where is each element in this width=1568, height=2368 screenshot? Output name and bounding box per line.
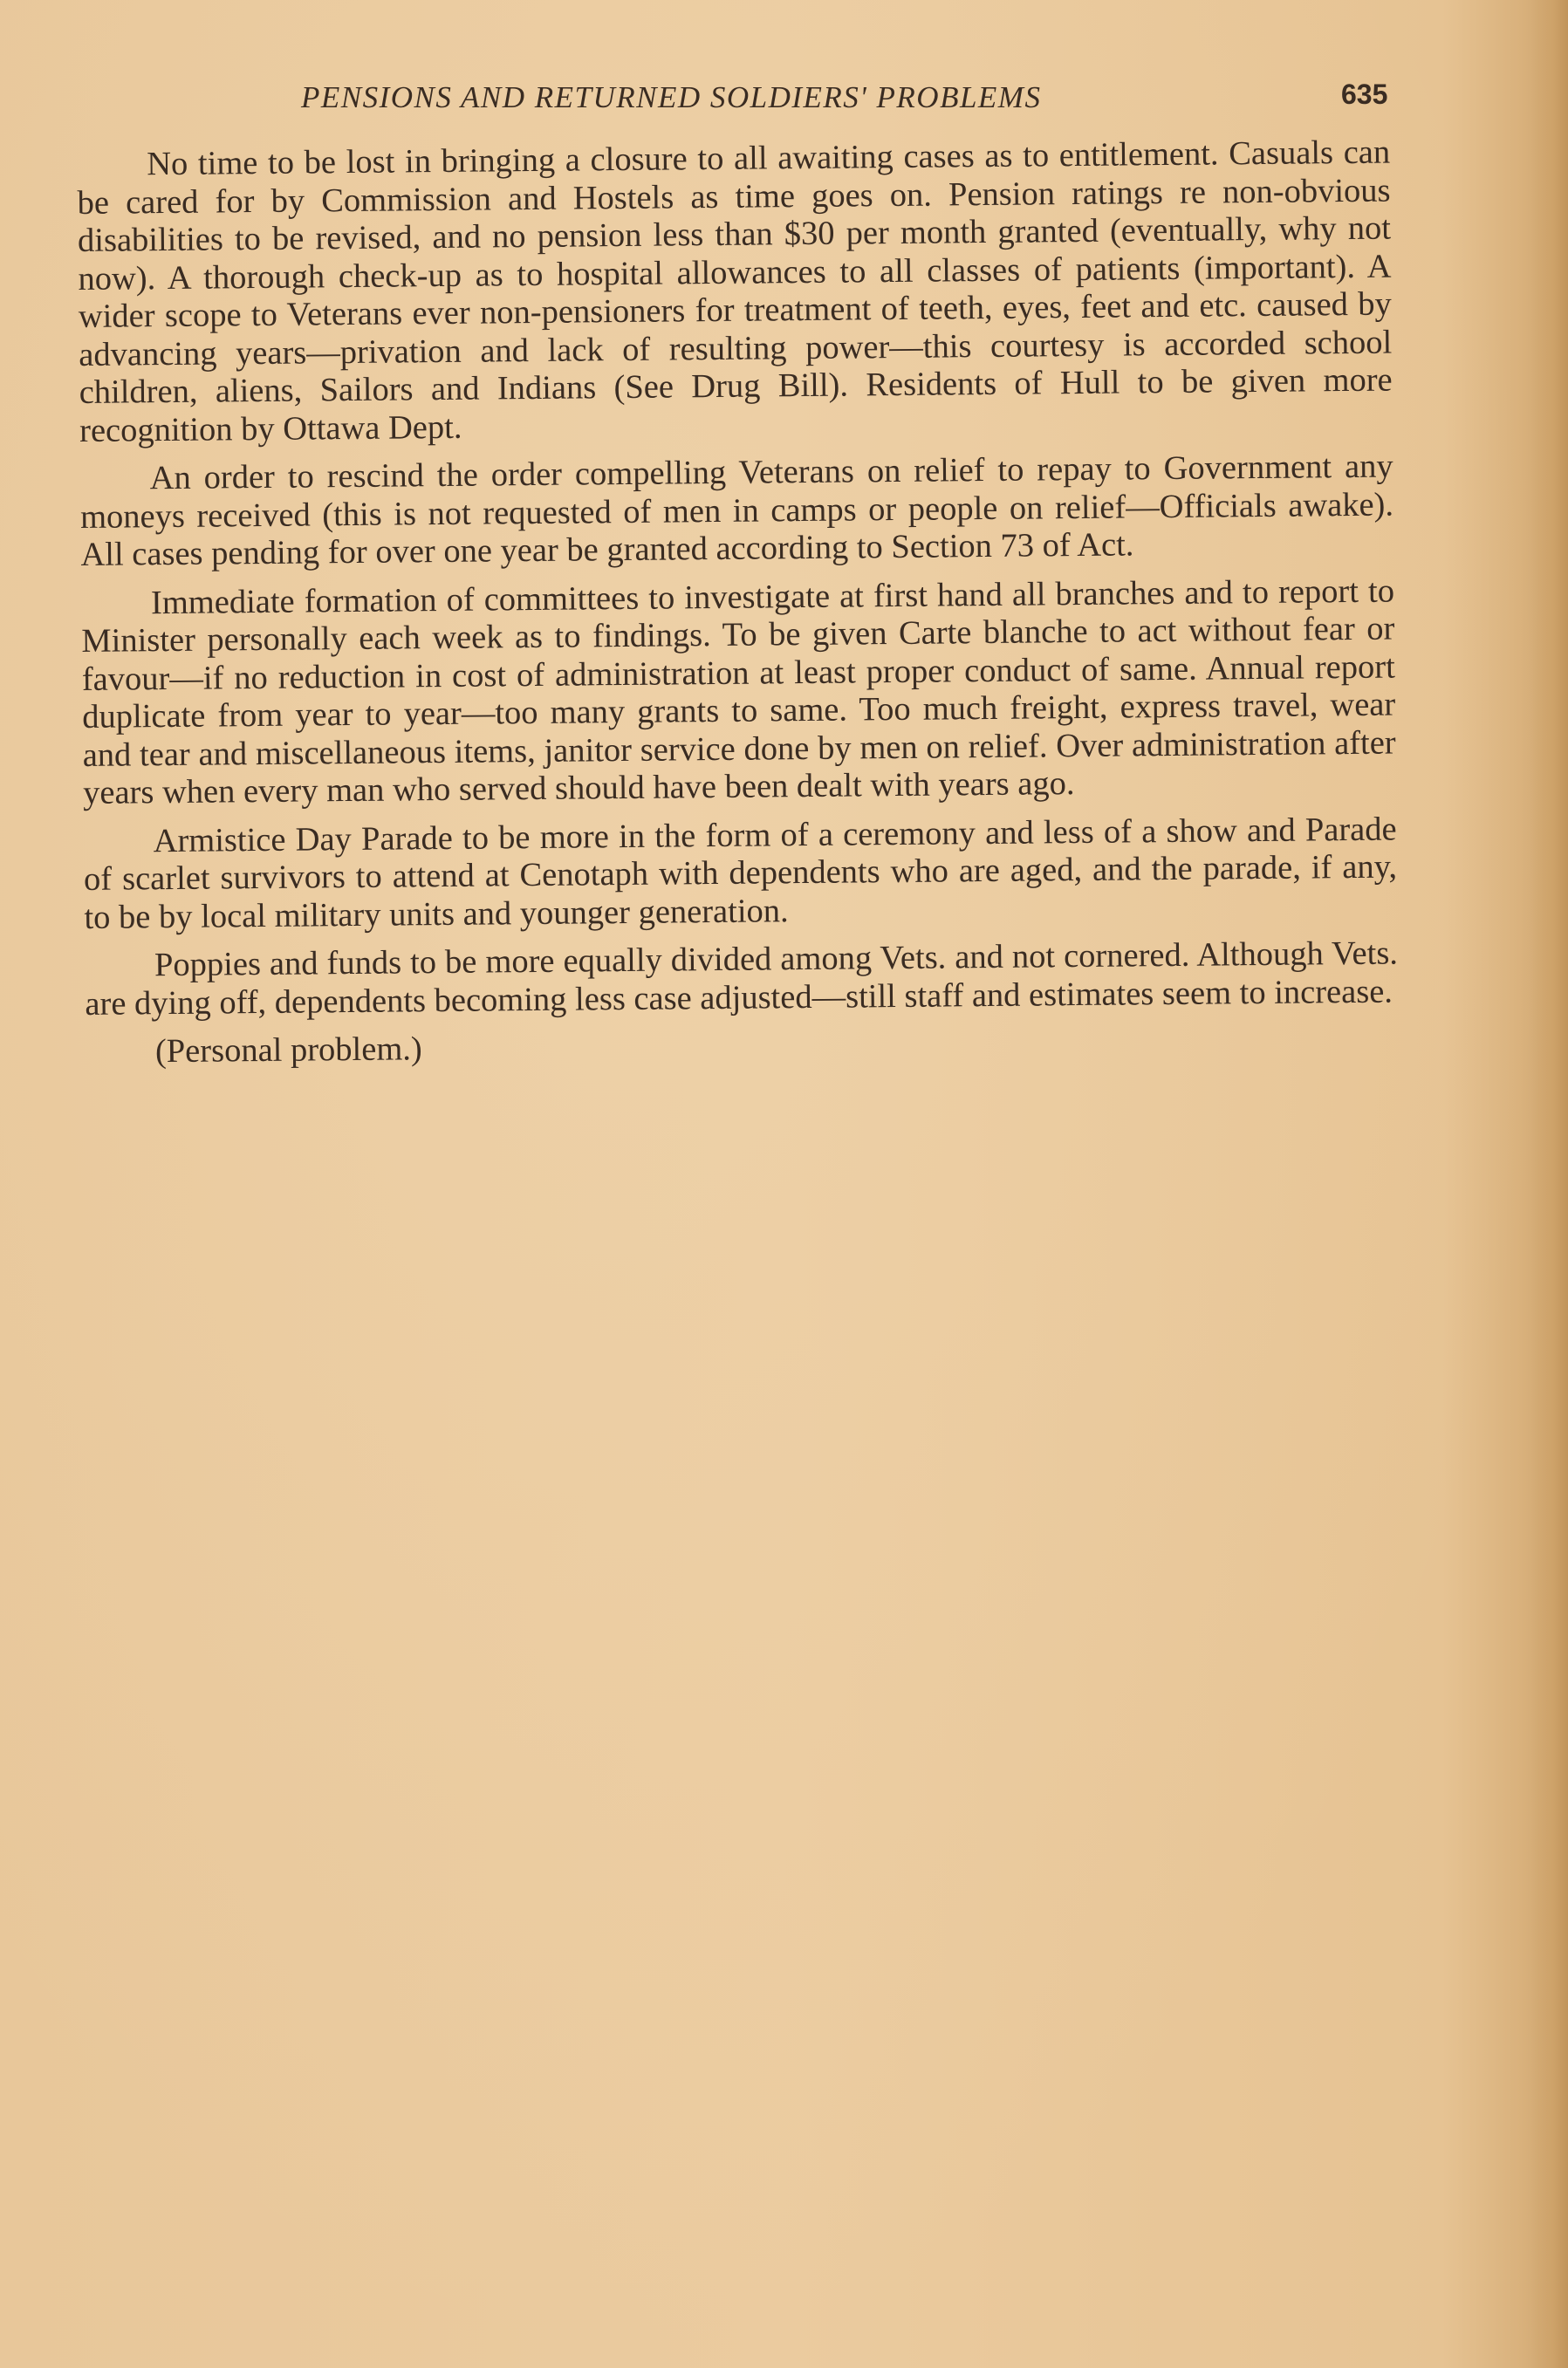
paragraph: Immediate formation of committees to investigate at first hand all branches and to report to Minister personally each week as to findings. To be given Carte blanche to act without fear or favour—if no reduction in cost of administration at least proper conduct of same. Annual report duplicate from year to year—too many grants to same. Too much freight, express travel, wear and tear and miscellaneous items, janitor service done by men on relief. Over administration after years when every man who served should have been dealt with years ago. (81, 572, 1396, 811)
body-text (77, 134, 1399, 1083)
paragraph: No time to be lost in bringing a closure to all awaiting cases as to entitlement. Casuals can be cared for by Commission and Hostels as time goes on. Pension ratings re non-obvious disabilities to be revised, and no pension less than $30 per month granted (eventually, why not now). A thorough check-up as to hospital allowances to all classes of patients (important). A wider scope to Veterans ever non-pensioners for treatment of teeth, eyes, feet and etc. caused by advancing years—privation and lack of resulting power—this courtesy is accorded school children, aliens, Sailors and Indians (See Drug Bill). Residents of Hull to be given more recognition by Ottawa Dept. (77, 133, 1393, 449)
paragraph: (Personal problem.) (154, 1030, 422, 1071)
paragraph: An order to rescind the order compelling Veterans on relief to repay to Government any moneys received (this is not requested of men in camps or people on relief—Officials awake). All cases pending for over one year be granted according to Section 73 of Act. (79, 448, 1394, 573)
paragraph: Poppies and funds to be more equally divided among Vets. and not cornered. Although Vets. are dying off, dependents becoming less case adjusted—still staff and estimates seem to increase. (85, 934, 1399, 1023)
page-edge-shadow (1531, 0, 1568, 2368)
running-title: PENSIONS AND RETURNED SOLDIERS' PROBLEMS (301, 80, 1042, 114)
page-number: 635 (1341, 79, 1388, 110)
paragraph: Armistice Day Parade to be more in the form of a ceremony and less of a show and Parade of scarlet survivors to attend at Cenotaph with dependents who are aged, and the parade, if any, to be by local military units and younger generation. (83, 811, 1398, 936)
